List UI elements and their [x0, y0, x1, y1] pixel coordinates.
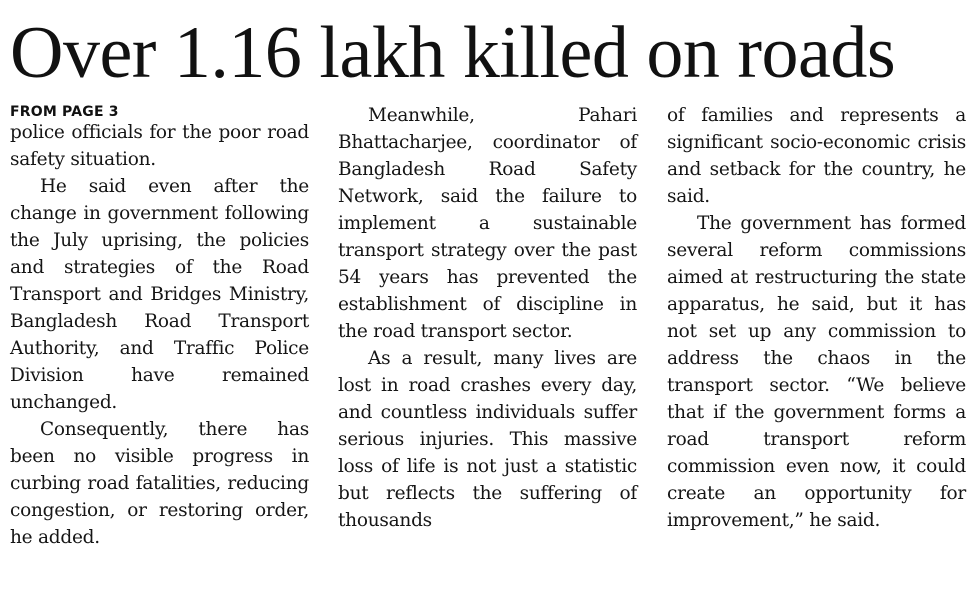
headline: Over 1.16 lakh killed on roads: [10, 12, 896, 94]
article-column-3: [667, 102, 966, 534]
paragraph: of families and represents a significant socio-economic crisis and setback for the country, he said.: [667, 105, 966, 207]
paragraph: Consequently, there has been no visible progress in curbing road fatalities, reducing congestion, or restoring order, he added.: [10, 419, 309, 548]
paragraph: The government has formed several reform commissions aimed at restructuring the state apparatus, he said, but it has not set up any commission to address the chaos in the transport sector. “We believe that if the government forms a road transport reform commission even now, it could create an opportunity for improvement,” he said.: [667, 213, 966, 531]
article-column-2: [338, 102, 637, 534]
paragraph: He said even after the change in government following the July uprising, the policies and strategies of the Road Transport and Bridges Ministry, Bangladesh Road Transport Authority, and Traffic Police Division have remained unchanged.: [10, 176, 309, 413]
article-column-1: [10, 102, 309, 551]
paragraph: police officials for the poor road safety situation.: [10, 122, 309, 170]
continued-from-label: FROM PAGE 3: [10, 104, 119, 120]
paragraph: Meanwhile, Pahari Bhattacharjee, coordinator of Bangladesh Road Safety Network, said the failure to implement a sustainable transport strategy over the past 54 years has prevented the establishment of discipline in the road transport sector.: [338, 105, 637, 342]
paragraph: As a result, many lives are lost in road crashes every day, and countless individuals suffer serious injuries. This massive loss of life is not just a statistic but reflects the suffering of thousands: [338, 348, 637, 531]
